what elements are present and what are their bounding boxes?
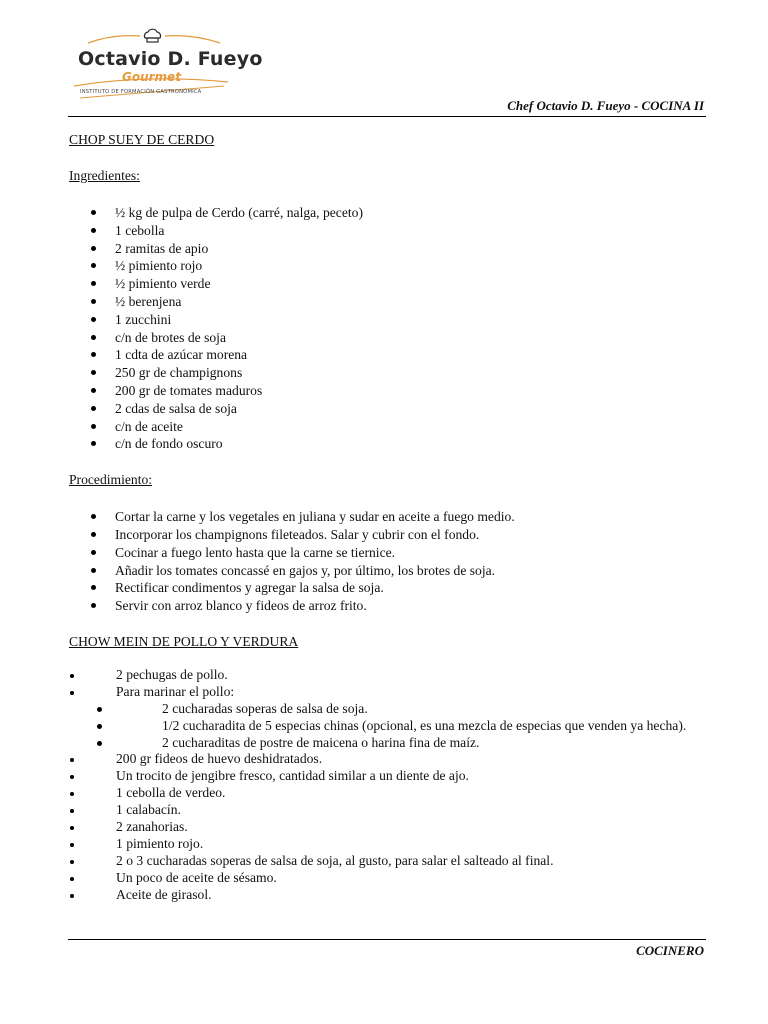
recipe2-ingredients-list [69, 667, 709, 904]
ingredient-item: 1 cebolla de verdeo. [69, 785, 709, 802]
logo-name: Octavio D. Fueyo [78, 48, 263, 70]
ingredient-item: 2 o 3 cucharadas soperas de salsa de soja, al gusto, para salar el salteado al final. [69, 853, 709, 870]
logo-subtitle: Gourmet [122, 70, 181, 84]
footer-title: COCINERO [636, 943, 704, 958]
document-body [69, 131, 709, 904]
ingredient-item: Aceite de girasol. [69, 887, 709, 904]
logo-institute: INSTITUTO DE FORMACIÓN GASTRONÓMICA [80, 89, 202, 95]
ingredient-item: 1 cdta de azúcar morena [69, 346, 709, 364]
ingredient-item: c/n de fondo oscuro [69, 435, 709, 453]
ingredient-item: 2 pechugas de pollo. [69, 667, 709, 684]
ingredient-item: 200 gr de tomates maduros [69, 382, 709, 400]
header-divider [68, 116, 706, 117]
recipe1-title: CHOP SUEY DE CERDO [69, 132, 215, 147]
ingredient-item: ½ pimiento rojo [69, 257, 709, 275]
ingredient-item: ½ kg de pulpa de Cerdo (carré, nalga, peceto) [69, 204, 709, 222]
procedure-step: Cortar la carne y los vegetales en juliana y sudar en aceite a fuego medio. [69, 508, 709, 526]
marinade-item: 2 cucharadas soperas de salsa de soja. [69, 701, 709, 718]
ingredient-item: ½ berenjena [69, 293, 709, 311]
ingredient-item: 2 zanahorias. [69, 819, 709, 836]
ingredient-item: 2 cdas de salsa de soja [69, 400, 709, 418]
ingredient-item: 1 zucchini [69, 311, 709, 329]
ingredient-item: 250 gr de champignons [69, 364, 709, 382]
ingredient-item: 1 calabacín. [69, 802, 709, 819]
marinade-group [69, 701, 709, 752]
procedure-step: Cocinar a fuego lento hasta que la carne se tiernice. [69, 544, 709, 562]
ingredient-item: Un poco de aceite de sésamo. [69, 870, 709, 887]
brand-logo [68, 26, 263, 104]
ingredient-item: c/n de aceite [69, 418, 709, 436]
footer-divider [68, 939, 706, 940]
ingredient-item: 1 pimiento rojo. [69, 836, 709, 853]
ingredient-item: c/n de brotes de soja [69, 329, 709, 347]
ingredient-item: Para marinar el pollo: [69, 684, 709, 701]
recipe1-ingredients-list [69, 204, 709, 453]
procedure-step: Servir con arroz blanco y fideos de arroz frito. [69, 597, 709, 615]
recipe2-title: CHOW MEIN DE POLLO Y VERDURA [69, 633, 299, 649]
marinade-list [69, 701, 709, 752]
header-title: Chef Octavio D. Fueyo - COCINA II [507, 98, 704, 113]
ingredient-item: Un trocito de jengibre fresco, cantidad similar a un diente de ajo. [69, 768, 709, 785]
ingredient-item: 200 gr fideos de huevo deshidratados. [69, 751, 709, 768]
procedure-step: Añadir los tomates concassé en gajos y, por último, los brotes de soja. [69, 562, 709, 580]
marinade-item: 1/2 cucharadita de 5 especias chinas (opcional, es una mezcla de especias que venden ya hecha). [69, 718, 709, 735]
ingredient-item: ½ pimiento verde [69, 275, 709, 293]
procedure-step: Incorporar los champignons fileteados. Salar y cubrir con el fondo. [69, 526, 709, 544]
recipe1-procedure-label: Procedimiento: [69, 472, 153, 488]
ingredient-item: 1 cebolla [69, 222, 709, 240]
procedure-step: Rectificar condimentos y agregar la salsa de soja. [69, 579, 709, 597]
recipe1-procedure-list [69, 508, 709, 615]
marinade-item: 2 cucharaditas de postre de maicena o harina fina de maíz. [69, 735, 709, 752]
ingredient-item: 2 ramitas de apio [69, 240, 709, 258]
recipe1-ingredients-label: Ingredientes: [69, 168, 140, 183]
